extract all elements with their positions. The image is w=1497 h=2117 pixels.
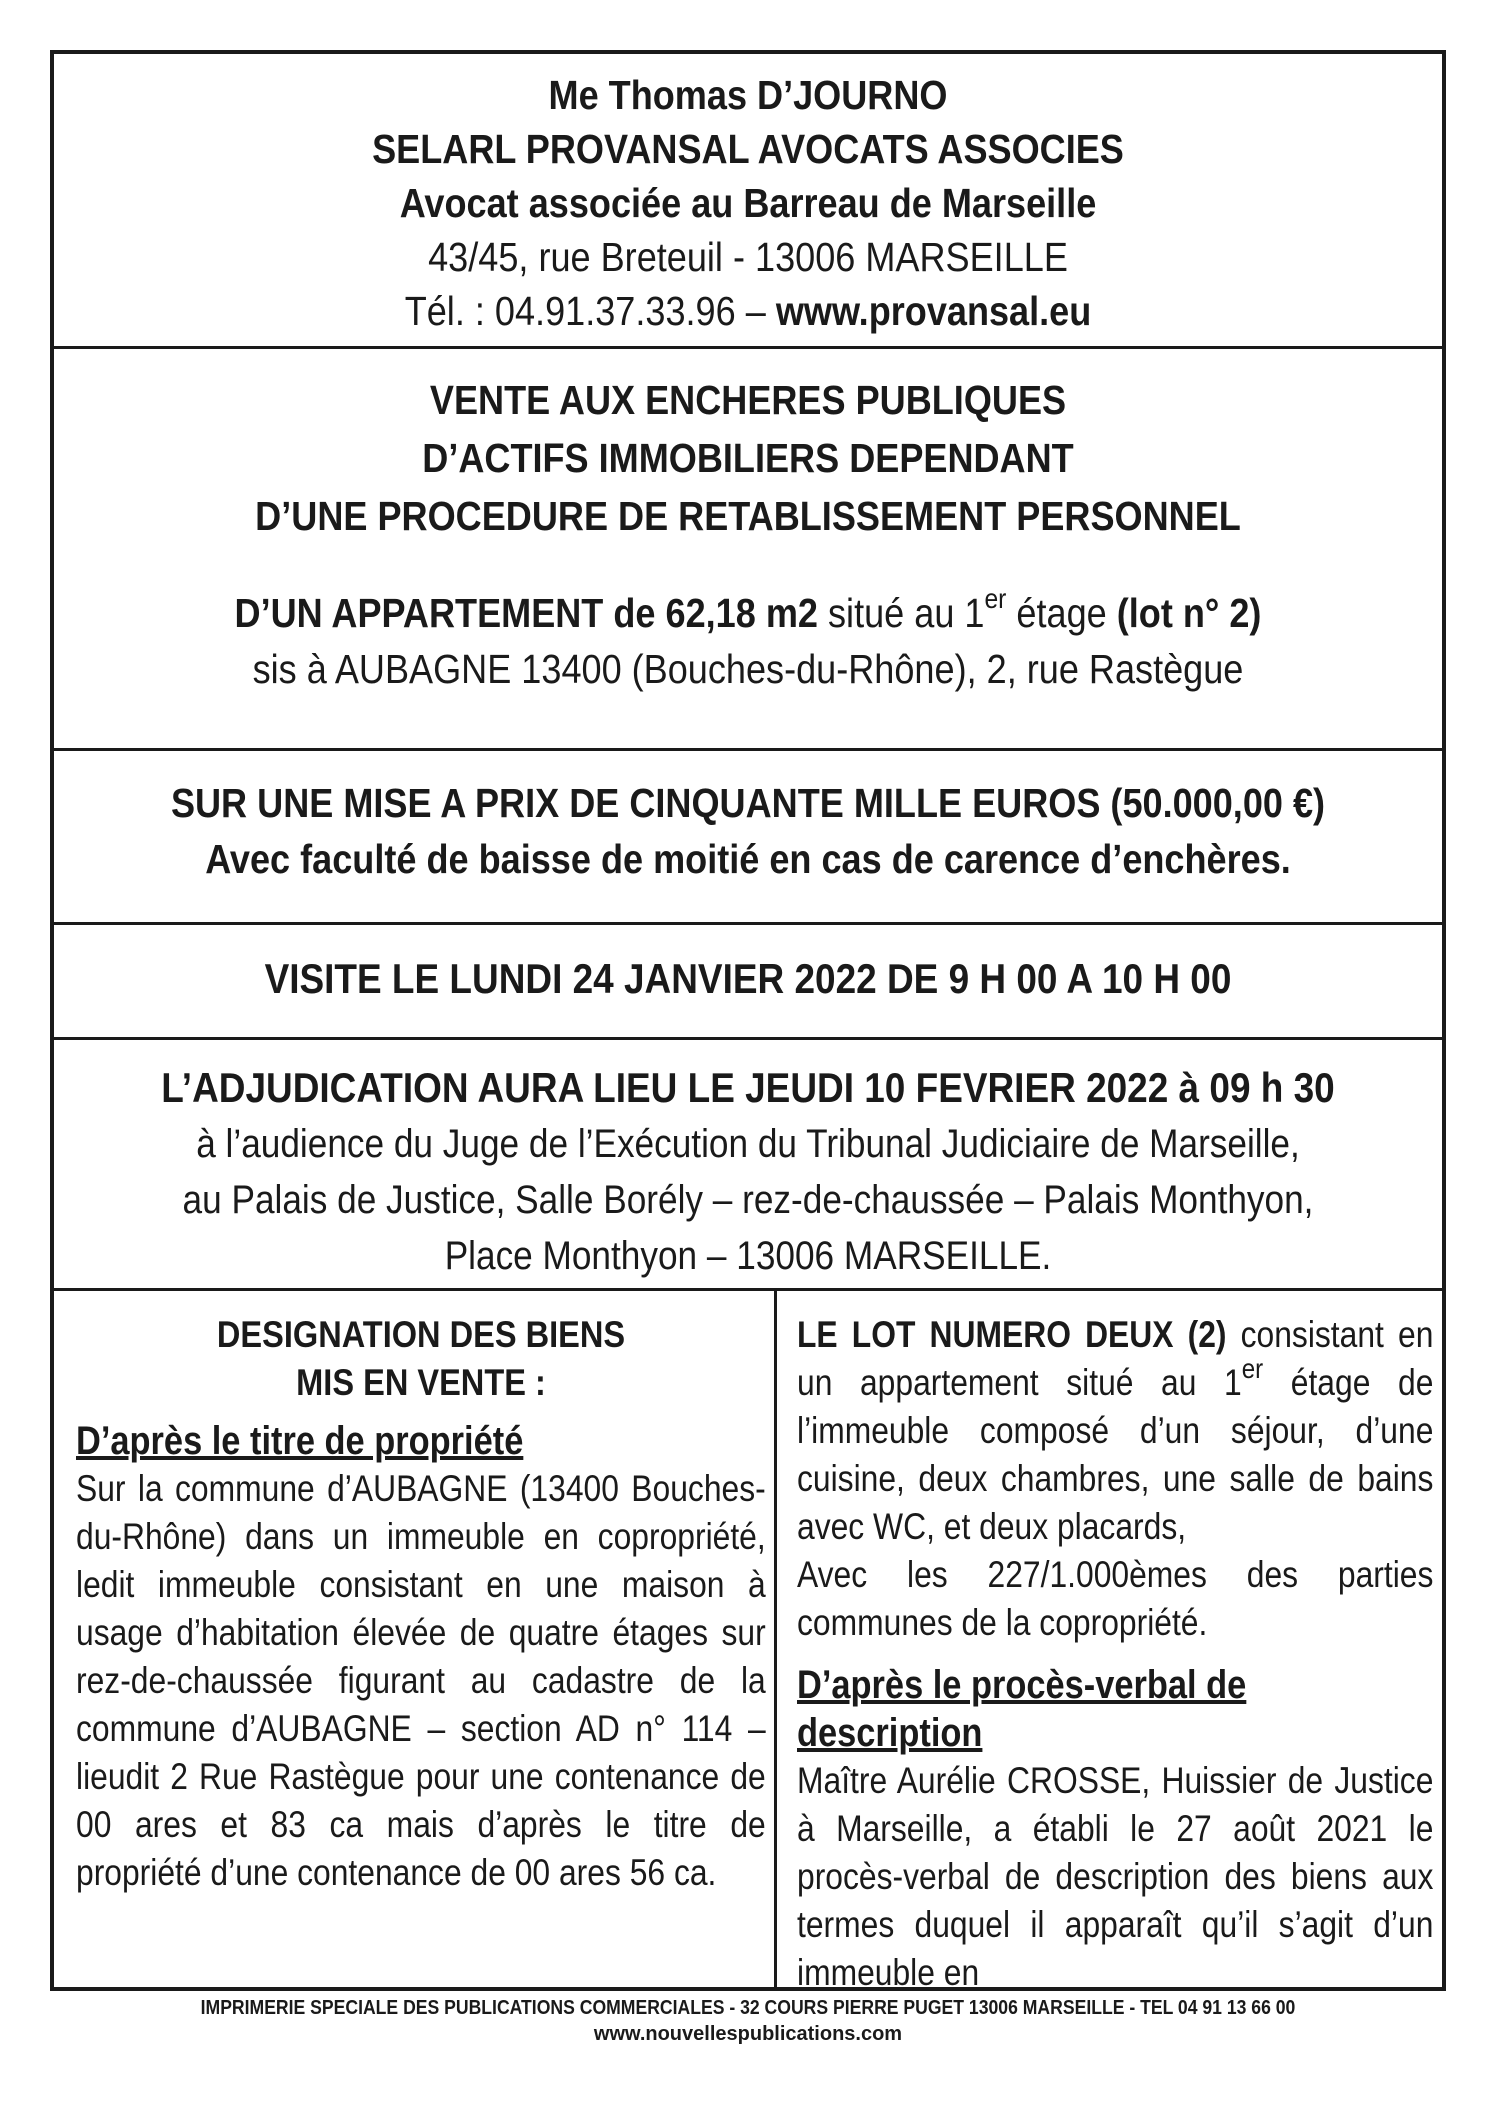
floor-word: étage <box>1016 590 1107 636</box>
apartment-size: D’UN APPARTEMENT de 62,18 m2 <box>234 590 818 636</box>
lot-description: LE LOT NUMERO DEUX (2) consistant en un appartement situé au 1er étage de l’immeuble composé d’un séjour, d’une cuisine, deux chambres, une salle de bains avec WC, et deux placards, <box>797 1314 1434 1547</box>
firm-address: 43/45, rue Breteuil - 13006 MARSEILLE <box>428 234 1068 280</box>
adjudication-line: au Palais de Justice, Salle Borély – rez-de-chaussée – Palais Monthyon, <box>182 1178 1314 1222</box>
notice-frame <box>50 50 1446 1991</box>
property-address: sis à AUBAGNE 13400 (Bouches-du-Rhône), 2, rue Rastègue <box>252 646 1244 692</box>
lot-floor-suffix: er <box>1241 1352 1264 1384</box>
printer-footer <box>50 1995 1446 2047</box>
title-deed-subheading: D’après le titre de propriété <box>76 1419 524 1463</box>
sale-title-line: D’UNE PROCEDURE DE RETABLISSEMENT PERSONNEL <box>255 493 1241 539</box>
sale-description <box>54 349 1442 751</box>
adjudication-line: Place Monthyon – 13006 MARSEILLE. <box>444 1234 1052 1278</box>
price-reduction-line: Avec faculté de baisse de moitié en cas de carence d’enchères. <box>205 836 1291 882</box>
firm-phone: Tél. : 04.91.37.33.96 – <box>404 288 766 334</box>
sale-title-line: D’ACTIFS IMMOBILIERS DEPENDANT <box>422 435 1074 481</box>
firm-website: www.provansal.eu <box>775 288 1092 334</box>
title-deed-text: Sur la commune d’AUBAGNE (13400 Bouches-du-Rhône) dans un immeuble en copropriété, ledit immeuble consistant en une maison à usage d’habitation élevée de quatre étages sur rez-de-chaussée figurant au cadastre de la commune d’AUBAGNE – section AD n° 114 – lieudit 2 Rue Rastègue pour une contenance de 00 ares et 83 ca mais d’après le titre de propriété d’une contenance de 00 ares 56 ca. <box>76 1468 766 1893</box>
designation-heading: DESIGNATION DES BIENS MIS EN VENTE : <box>216 1314 626 1403</box>
sale-title-line: VENTE AUX ENCHERES PUBLIQUES <box>429 377 1067 423</box>
lawyer-role: Avocat associée au Barreau de Marseille <box>399 180 1097 226</box>
floor-suffix: er <box>984 583 1007 615</box>
lot-block <box>797 1311 1433 1997</box>
adjudication-date: L’ADJUDICATION AURA LIEU LE JEUDI 10 FEVRIER 2022 à 09 h 30 <box>161 1064 1335 1111</box>
lot-heading: LE LOT NUMERO DEUX (2) <box>797 1314 1227 1355</box>
adjudication-info <box>54 1040 1442 1291</box>
apartment-line <box>137 585 1358 641</box>
lot-column <box>774 1291 1434 1993</box>
printer-website: www.nouvellespublications.com <box>593 2023 903 2045</box>
contact-line <box>137 284 1358 338</box>
lot-number: (lot n° 2) <box>1116 590 1262 636</box>
visit-info <box>54 925 1442 1040</box>
reserve-price <box>54 751 1442 925</box>
lot-shares: Avec les 227/1.000èmes des parties communes de la copropriété. <box>797 1554 1434 1643</box>
lawyer-name: Me Thomas D’JOURNO <box>548 72 948 118</box>
apartment-floor: situé au 1 <box>828 590 985 636</box>
lawyer-header <box>54 54 1442 349</box>
report-text: Maître Aurélie CROSSE, Huissier de Justice à Marseille, a établi le 27 août 2021 le procès-verbal de description des biens aux termes duquel il apparaît qu’il s’agit d’un immeuble en <box>797 1760 1434 1993</box>
visit-date: VISITE LE LUNDI 24 JANVIER 2022 DE 9 H 00 A 10 H 00 <box>264 955 1232 1002</box>
title-deed-block <box>76 1417 766 1897</box>
report-subheading: D’après le procès-verbal de description <box>797 1663 1247 1755</box>
price-line: SUR UNE MISE A PRIX DE CINQUANTE MILLE EUROS (50.000,00 €) <box>170 780 1326 826</box>
law-firm: SELARL PROVANSAL AVOCATS ASSOCIES <box>372 126 1124 172</box>
printer-info: IMPRIMERIE SPECIALE DES PUBLICATIONS COMMERCIALES - 32 COURS PIERRE PUGET 13006 MARSEILLE - TEL 04 91 13 66 00 <box>200 1997 1296 2019</box>
adjudication-line: à l’audience du Juge de l’Exécution du Tribunal Judiciaire de Marseille, <box>196 1122 1300 1166</box>
designation-column <box>76 1291 766 1987</box>
